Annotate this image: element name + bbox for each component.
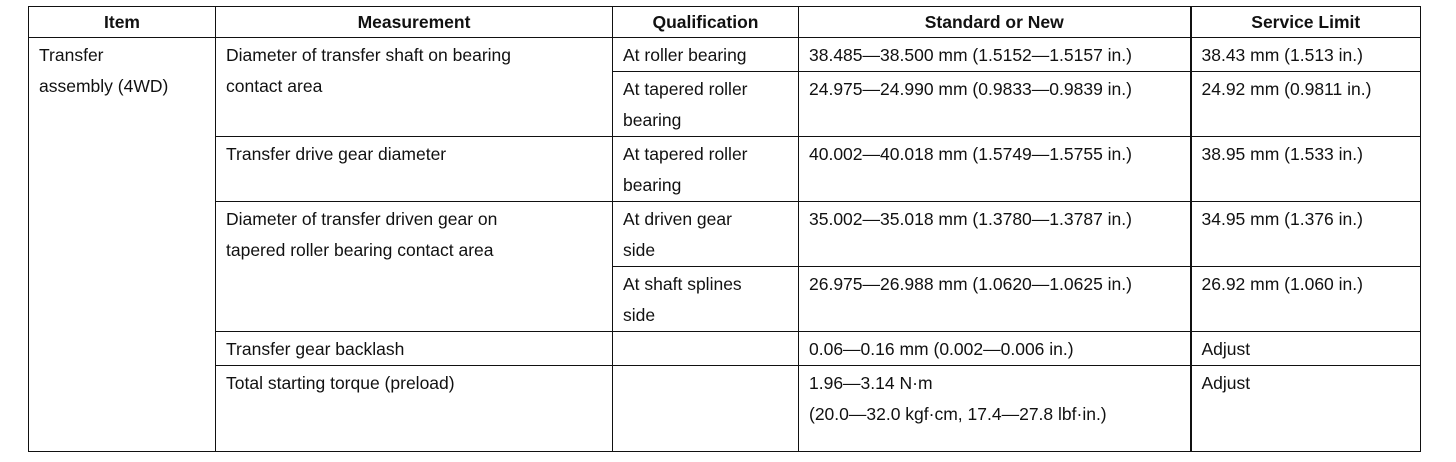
measurement-cell bbox=[216, 332, 613, 366]
table-row bbox=[29, 202, 1421, 267]
header-qualification: Qualification bbox=[613, 7, 799, 38]
qualification-cell bbox=[613, 38, 799, 72]
standard-line: 1.96—3.14 N·m bbox=[809, 373, 933, 393]
standard-cell bbox=[799, 267, 1191, 332]
service-limit-cell: 38.95 mm (1.533 in.) bbox=[1191, 137, 1421, 202]
item-line: assembly (4WD) bbox=[39, 76, 169, 96]
measurement-line: contact area bbox=[226, 76, 323, 96]
standard-cell bbox=[799, 38, 1191, 72]
table-row bbox=[29, 332, 1421, 366]
service-limit-cell: 26.92 mm (1.060 in.) bbox=[1191, 267, 1421, 332]
measurement-cell bbox=[216, 38, 613, 137]
standard-line: 24.975—24.990 mm (0.9833—0.9839 in.) bbox=[809, 79, 1132, 99]
qualification-cell bbox=[613, 202, 799, 267]
table-row bbox=[29, 366, 1421, 452]
service-limit-cell: 24.92 mm (0.9811 in.) bbox=[1191, 72, 1421, 137]
measurement-line: Transfer gear backlash bbox=[226, 339, 405, 359]
measurement-cell bbox=[216, 366, 613, 452]
header-row bbox=[29, 7, 1421, 38]
header-item: Item bbox=[29, 7, 216, 38]
qualification-cell bbox=[613, 366, 799, 452]
standard-line: (20.0—32.0 kgf·cm, 17.4—27.8 lbf·in.) bbox=[809, 404, 1107, 424]
standard-cell bbox=[799, 332, 1191, 366]
item-line: Transfer bbox=[39, 45, 104, 65]
measurement-cell bbox=[216, 202, 613, 332]
standard-cell bbox=[799, 72, 1191, 137]
measurement-line: Transfer drive gear diameter bbox=[226, 144, 447, 164]
qualification-cell bbox=[613, 137, 799, 202]
standard-line: 0.06—0.16 mm (0.002—0.006 in.) bbox=[809, 339, 1074, 359]
standard-cell bbox=[799, 366, 1191, 452]
standard-line: 26.975—26.988 mm (1.0620—1.0625 in.) bbox=[809, 274, 1132, 294]
qualification-cell bbox=[613, 72, 799, 137]
qualification-line: bearing bbox=[623, 110, 682, 130]
measurement-line: Total starting torque (preload) bbox=[226, 373, 455, 393]
service-limit-cell: 38.43 mm (1.513 in.) bbox=[1191, 38, 1421, 72]
qualification-line: side bbox=[623, 305, 656, 325]
measurement-cell bbox=[216, 137, 613, 202]
qualification-line: At driven gear bbox=[623, 209, 732, 229]
service-spec-table bbox=[28, 6, 1421, 452]
measurement-line: Diameter of transfer shaft on bearing bbox=[226, 45, 512, 65]
header-standard: Standard or New bbox=[799, 7, 1191, 38]
header-measurement: Measurement bbox=[216, 7, 613, 38]
table-row bbox=[29, 38, 1421, 72]
standard-line: 35.002—35.018 mm (1.3780—1.3787 in.) bbox=[809, 209, 1132, 229]
measurement-line: tapered roller bearing contact area bbox=[226, 240, 494, 260]
standard-line: 40.002—40.018 mm (1.5749—1.5755 in.) bbox=[809, 144, 1132, 164]
qualification-line: At tapered roller bbox=[623, 79, 748, 99]
qualification-cell bbox=[613, 267, 799, 332]
service-limit-cell: Adjust bbox=[1191, 366, 1421, 452]
item-cell bbox=[29, 38, 216, 452]
standard-line: 38.485—38.500 mm (1.5152—1.5157 in.) bbox=[809, 45, 1132, 65]
qualification-line: At shaft splines bbox=[623, 274, 742, 294]
header-service-limit: Service Limit bbox=[1191, 7, 1421, 38]
qualification-line: bearing bbox=[623, 175, 682, 195]
table-row bbox=[29, 137, 1421, 202]
qualification-line: At tapered roller bbox=[623, 144, 748, 164]
standard-cell bbox=[799, 137, 1191, 202]
qualification-line: side bbox=[623, 240, 656, 260]
measurement-line: Diameter of transfer driven gear on bbox=[226, 209, 498, 229]
standard-cell bbox=[799, 202, 1191, 267]
service-limit-cell: 34.95 mm (1.376 in.) bbox=[1191, 202, 1421, 267]
qualification-cell bbox=[613, 332, 799, 366]
service-limit-cell: Adjust bbox=[1191, 332, 1421, 366]
qualification-line: At roller bearing bbox=[623, 45, 747, 65]
